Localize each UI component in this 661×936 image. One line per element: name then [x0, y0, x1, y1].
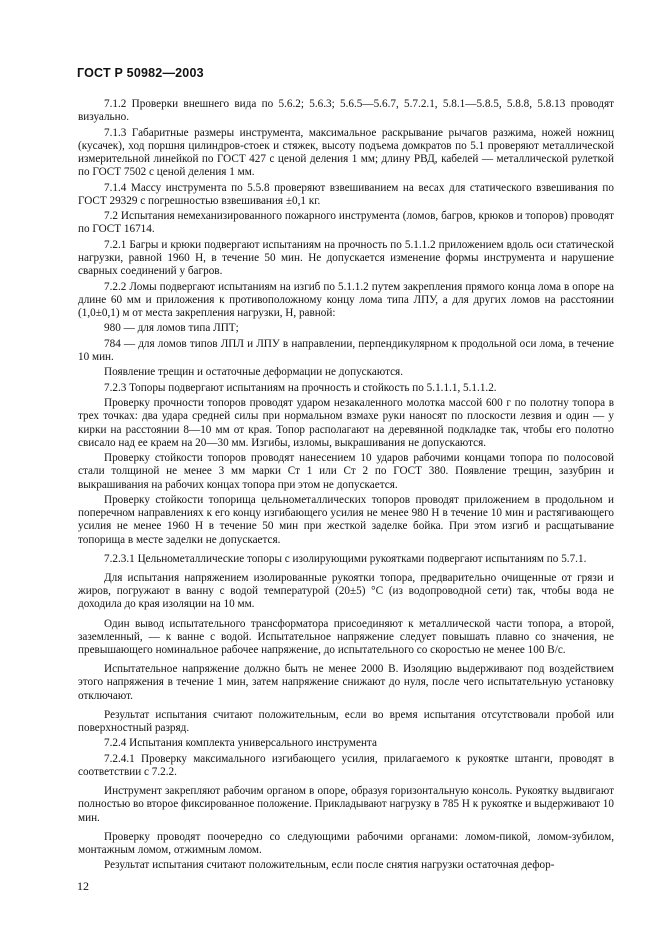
- page-number: 12: [77, 879, 89, 893]
- paragraph-test-voltage: Испытательное напряжение должно быть не менее 2000 В. Изоляцию выдерживают под воздействием этого напряжения в течение 1 мин, затем напряжение снижают до нуля, после чего испытательную установку отключают.: [78, 663, 614, 702]
- paragraph-7-2-3-1: 7.2.3.1 Цельнометаллические топоры с изолирующими рукоятками подвергают испытаниям по 5.7.1.: [104, 552, 587, 565]
- paragraph-7-1-2: 7.1.2 Проверки внешнего вида по 5.6.2; 5.6.3; 5.6.5—5.6.7, 5.7.2.1, 5.8.1—5.8.5, 5.8.8, 5.8.13 проводят визуально.: [78, 98, 614, 124]
- paragraph-load-784: 784 — для ломов типов ЛПЛ и ЛПУ в направлении, перпендикулярном к продольной оси лома, в течение 10 мин.: [78, 337, 614, 363]
- paragraph-console-load: Инструмент закрепляют рабочим органом в опоре, образуя горизонтальную консоль. Рукоятку выдвигают полностью во второе фиксированное положение. Прикладывают нагрузку в 785 Н к рукоятке и выдерживают 10 мин.: [78, 785, 614, 824]
- paragraph-7-2: 7.2 Испытания немеханизированного пожарного инструмента (ломов, багров, крюков и топоров) проводят по ГОСТ 16714.: [78, 210, 614, 236]
- paragraph-axe-strength: Проверку прочности топоров проводят ударом незакаленного молотка массой 600 г по полотну топора в трех точках: два удара средней силы при нормальном взмахе руки наносят по плоскости лезвия и один — у кирки на расстоянии 8—10 мм от края. Топор располагают на деревянной подкладке так, чтобы его полотно свисало над ее краем на 20—30 мм. Изгибы, изломы, выкрашивания не допускаются.: [78, 397, 614, 449]
- paragraph-axe-durability: Проверку стойкости топоров проводят нанесением 10 ударов рабочими концами топора по полосовой стали толщиной не менее 3 мм марки Ст 1 или Ст 2 по ГОСТ 380. Появление трещин, зазубрин и выкрашивания на рабочих концах топора при этом не допускается.: [78, 452, 614, 491]
- paragraph-7-1-3: 7.1.3 Габаритные размеры инструмента, максимальное раскрывание рычагов разжима, ножей ножниц (кусачек), ход поршня цилиндров-стоек и стяжек, высоту подъема домкратов по 5.1 проверяют металлической измерительной линейкой по ГОСТ 427 с ценой деления 1 мм; длину РВД, кабелей — металлической рулеткой по ГОСТ 7502 с ценой деления 1 мм.: [78, 126, 614, 179]
- document-body: [78, 98, 614, 875]
- document-header: ГОСТ Р 50982—2003: [77, 66, 204, 80]
- paragraph-insulation-result: Результат испытания считают положительным, если во время испытания отсутствовали пробой или поверхностный разряд.: [78, 708, 614, 734]
- paragraph-no-cracks: Появление трещин и остаточные деформации не допускаются.: [104, 366, 404, 379]
- paragraph-7-2-3: 7.2.3 Топоры подвергают испытаниям на прочность и стойкость по 5.1.1.1, 5.1.1.2.: [104, 381, 497, 394]
- paragraph-final-result: Результат испытания считают положительным, если после снятия нагрузки остаточная дефор-: [104, 859, 555, 872]
- paragraph-7-2-4-1: 7.2.4.1 Проверку максимального изгибающего усилия, прилагаемого к рукоятке штанги, проводят в соответствии с 7.2.2.: [78, 752, 614, 778]
- paragraph-7-2-1: 7.2.1 Багры и крюки подвергают испытаниям на прочность по 5.1.1.2 приложением вдоль оси статической нагрузки, равной 1960 Н, в течение 50 мин. Не допускается изменение формы инструмента и нарушение сварных соединений у багров.: [78, 238, 614, 278]
- paragraph-load-980: 980 — для ломов типа ЛПТ;: [104, 322, 239, 335]
- paragraph-7-2-4: 7.2.4 Испытания комплекта универсального инструмента: [104, 737, 377, 750]
- paragraph-transformer: Один вывод испытательного трансформатора присоединяют к металлической части топора, а второй, заземленный, — к ванне с водой. Испытательное напряжение следует повышать плавно со значения, не превышающего номинальное рабочее напряжение, до испытательного со скоростью не менее 100 В/с.: [78, 617, 614, 656]
- paragraph-7-1-4: 7.1.4 Массу инструмента по 5.5.8 проверяют взвешиванием на весах для статического взвешивания по ГОСТ 29329 с погрешностью взвешивания ±0,1 кг.: [78, 181, 614, 207]
- paragraph-working-tools: Проверку проводят поочередно со следующими рабочими органами: ломом-пикой, ломом-зубилом, монтажным ломом, отжимным ломом.: [78, 830, 614, 856]
- paragraph-insulation-bath: Для испытания напряжением изолированные рукоятки топора, предварительно очищенные от грязи и жиров, погружают в ванну с водой температурой (20±5) °С (из водопроводной сети) так, чтобы вода не доходила до края изоляции на 10 мм.: [78, 571, 614, 611]
- paragraph-7-2-2: 7.2.2 Ломы подвергают испытаниям на изгиб по 5.1.1.2 путем закрепления прямого конца лома в опоре на длине 60 мм и приложения к противоположному концу лома типа ЛПУ, а для других ломов на расстоянии (1,0±0,1) м от места закрепления нагрузки, Н, равной:: [78, 280, 614, 319]
- paragraph-axe-handle: Проверку стойкости топорища цельнометаллических топоров проводят приложением в продольном и поперечном направлениях к его концу изгибающего усилия не менее 980 Н в течение 10 мин и растягивающего усилия не менее 1960 Н в течение 50 мин при жесткой заделке бойка. При этом изгиб и расщатывание топорища в месте заделки не допускается.: [78, 493, 614, 546]
